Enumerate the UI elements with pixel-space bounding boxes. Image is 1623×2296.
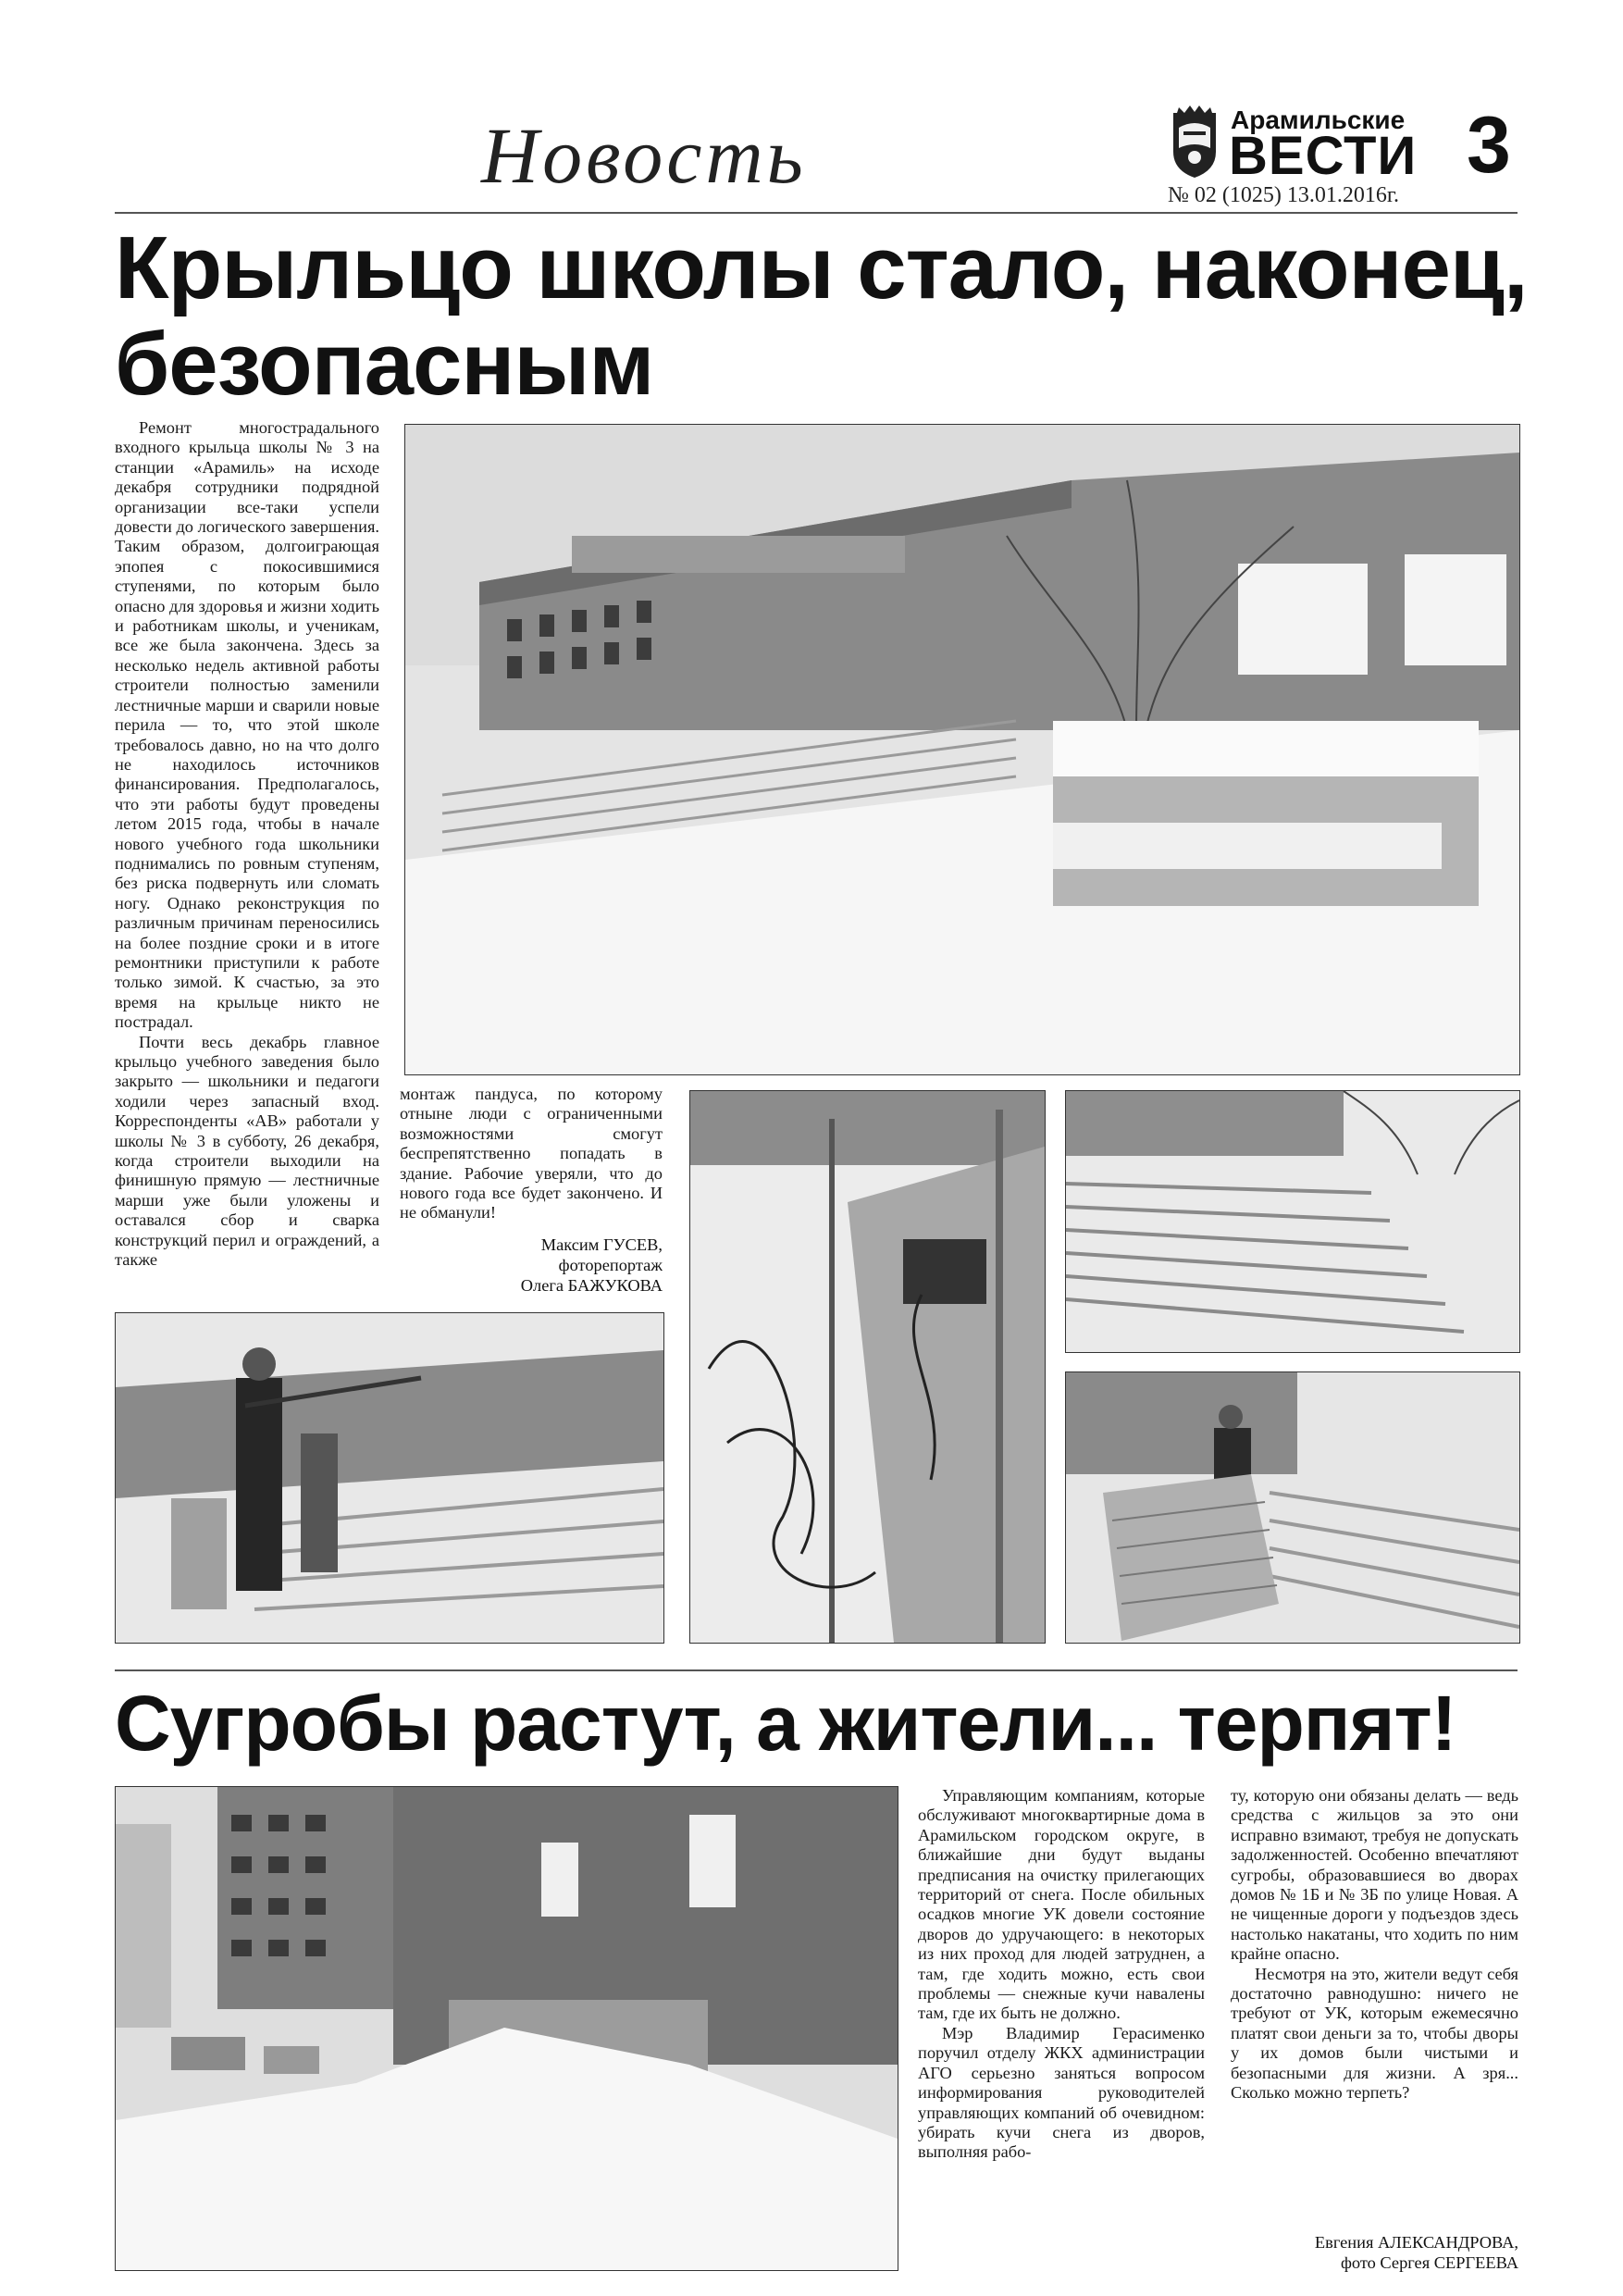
article2-author: Евгения АЛЕКСАНДРОВА,: [1314, 2233, 1518, 2252]
article2-headline: Сугробы растут, а жители... терпят!: [115, 1680, 1456, 1767]
article1-photographer: Олега БАЖУКОВА: [520, 1276, 663, 1295]
photo-welding-equipment: [689, 1090, 1046, 1644]
article1-author: Максим ГУСЕВ,: [540, 1235, 663, 1254]
article1-signature: [400, 1235, 663, 1296]
article1-headline-line2: безопасным: [115, 315, 654, 414]
photo-snowdrifts: [115, 1786, 898, 2271]
article1-headline-line1: Крыльцо школы стало, наконец,: [115, 218, 1528, 317]
photo-school-porch: [404, 424, 1520, 1075]
photo-finished-stairs: [1065, 1090, 1520, 1353]
article2-signature: [1231, 2232, 1518, 2273]
article2-paragraph2: Мэр Владимир Герасименко поручил отделу ЖКХ администрации АГО серьезно заняться вопросом информирования руководителей управляющих компаний об очевидном: убирать кучи снега из дворов, выполняя рабо-: [918, 2023, 1205, 2162]
article1-column1: [115, 418, 379, 1270]
logo-top-text: Арамильские: [1231, 105, 1406, 134]
section-title: Новость: [481, 111, 807, 200]
article1-paragraph1: Ремонт многострадального входного крыльца школы № 3 на станции «Арамиль» на исходе декабря сотрудники подрядной организации все-таки успели довести до логического завершения. Таким образом, долгоиграющая эпопея с покосившимися ступенями, по которым было опасно для здоровья и жизни ходить и работникам школы, и ученикам, все же была закончена. Здесь за несколько недель активной работы строители полностью заменили лестничные марши и сварили новые перила — то, что этой школе требовалось давно, но на что долго не находилось источников финансирования. Предполагалось, что эти работы будут проведены летом 2015 года, чтобы в начале нового учебного года школьники поднимались по ровным ступеням, без риска подвернуть или сломать ногу. Однако реконструкция по различным причинам переносились на более поздние сроки и в итоге ремонтники приступили к работе только зимой. К счастью, за это время на крыльце никто не пострадал.: [115, 418, 379, 1032]
logo-main-text: ВЕСТИ: [1229, 126, 1418, 186]
issue-info: № 02 (1025) 13.01.2016г.: [1168, 183, 1400, 207]
section-rule: [115, 1669, 1518, 1671]
article2-column2: [1231, 1786, 1518, 2104]
article1-column2: [400, 1085, 663, 1223]
page-number: 3: [1467, 101, 1511, 190]
header-rule: [115, 212, 1518, 214]
article1-paragraph2: Почти весь декабрь главное крыльцо учебного заведения было закрыто — школьники и педагоги ходили через запасный вход. Корреспонденты «АВ» работали у школы № 3 в субботу, 26 декабря, когда строители выходили на финишную прямую — лестничные марши уже были уложены и оставался сбор и сварка конструкций перил и ограждений, а также: [115, 1032, 379, 1270]
article2-paragraph3: ту, которую они обязаны делать — ведь средства с жильцов за это они исправно взимают, требуя не допускать задолженностей. Особенно впечатляют сугробы, образовавшиеся во дворах домов № 1Б и № 3Б по улице Новая. А не чищенные дороги у подъездов здесь настолько накатаны, что ходить по ним крайне опасно.: [1231, 1786, 1518, 1964]
article2-paragraph4: Несмотря на это, жители ведут себя достаточно равнодушно: ничего не требуют от УК, которым ежемесячно платят свои деньги за то, чтобы дворы у их домов были чистыми и безопасными для жизни. А зря... Сколько можно терпеть?: [1231, 1964, 1518, 2103]
article1-paragraph3: монтаж пандуса, по которому отныне люди с ограниченными возможностями смогут беспрепятственно попадать в здание. Рабочие уверяли, что до нового года все будет закончено. И не обманули!: [400, 1085, 663, 1222]
article2-photographer: фото Сергея СЕРГЕЕВА: [1340, 2253, 1518, 2272]
photo-workers-railing: [115, 1312, 664, 1644]
article2-paragraph1: Управляющим компаниям, которые обслуживают многоквартирные дома в Арамильском городском округе, в ближайшие дни будут выданы предписания на очистку прилегающих территорий от снега. После обильных осадков многие УК довели состояние дворов до удручающего: в некоторых из них проход для людей затруднен, а там, где ходить можно, есть свои проблемы — снежные кучи навалены там, где их быть не должно.: [918, 1786, 1205, 2023]
city-crest-icon: [1168, 104, 1221, 180]
article1-role: фоторепортаж: [558, 1256, 663, 1274]
photo-worker-bricks: [1065, 1371, 1520, 1644]
newspaper-logo: [1168, 104, 1418, 186]
article2-column1: [918, 1786, 1205, 2163]
article1-headline: [115, 220, 1530, 413]
